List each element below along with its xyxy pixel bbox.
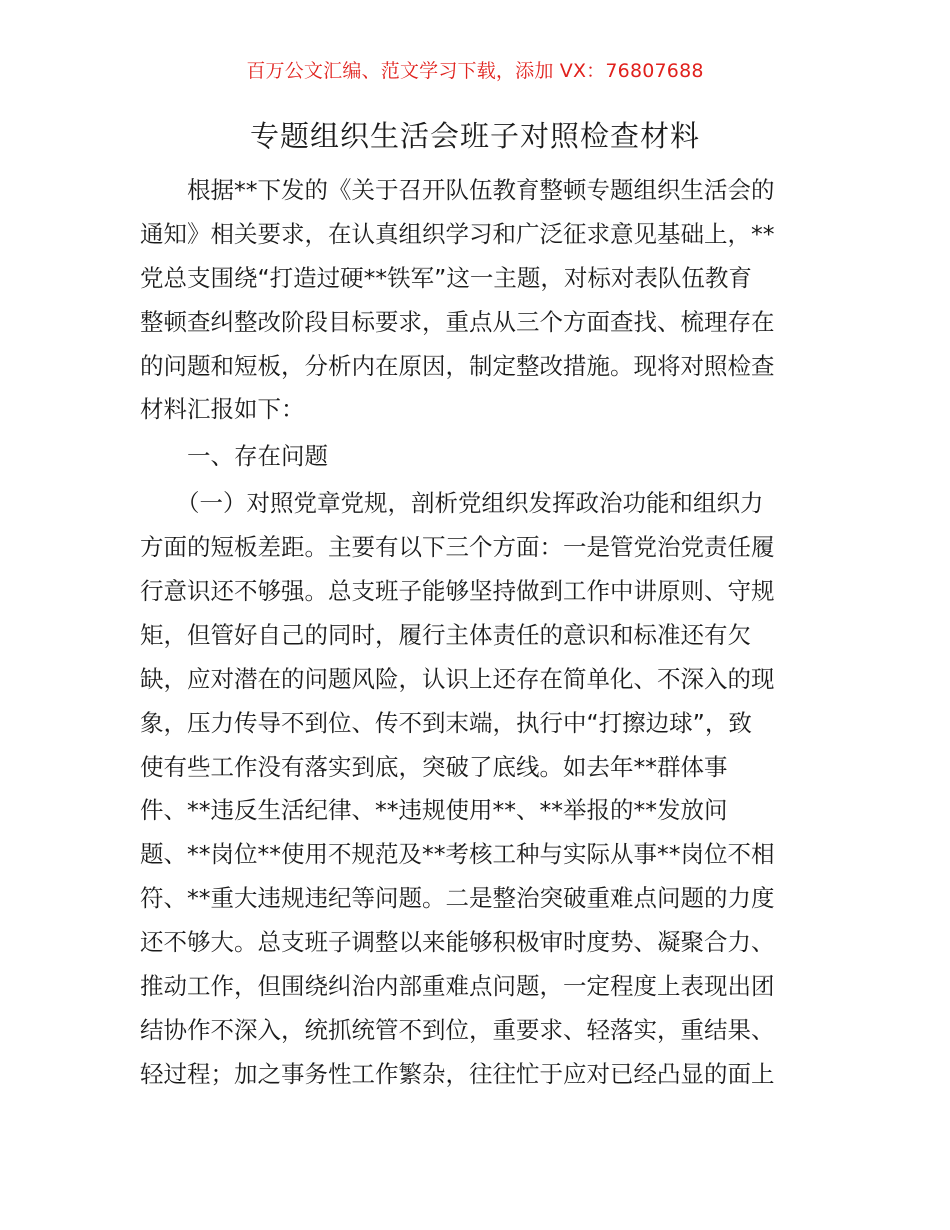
document-title: 专题组织生活会班子对照检查材料 bbox=[249, 119, 700, 153]
body-line: 题、**岗位**使用不规范及**考核工种与实际从事**岗位不相 bbox=[140, 840, 775, 869]
body-line: 轻过程；加之事务性工作繁杂，往往忙于应对已经凸显的面上 bbox=[140, 1059, 775, 1088]
body-line: 矩，但管好自己的同时，履行主体责任的意识和标准还有欠 bbox=[140, 620, 751, 649]
body-line: 推动工作，但围绕纠治内部重难点问题，一定程度上表现出团 bbox=[140, 972, 775, 1001]
subsection-heading: （一）对照党章党规，剖析党组织发挥政治功能和组织力 bbox=[176, 489, 764, 518]
body-line: 方面的短板差距。主要有以下三个方面：一是管党治党责任履 bbox=[140, 533, 775, 562]
body-line: 整顿查纠整改阶段目标要求，重点从三个方面查找、梳理存在 bbox=[140, 307, 775, 336]
body-line: 通知》相关要求，在认真组织学习和广泛征求意见基础上，** bbox=[140, 219, 775, 248]
body-line: 的问题和短板，分析内在原因，制定整改措施。现将对照检查 bbox=[140, 351, 775, 380]
body-line: 使有些工作没有落实到底，突破了底线。如去年**群体事 bbox=[140, 752, 728, 781]
section-heading: 一、存在问题 bbox=[187, 442, 328, 471]
document-body bbox=[140, 169, 820, 1097]
body-line: 材料汇报如下： bbox=[140, 395, 305, 424]
body-line: 件、**违反生活纪律、**违规使用**、**举报的**发放问 bbox=[140, 796, 728, 825]
body-line: 结协作不深入，统抓统管不到位，重要求、轻落实，重结果、 bbox=[140, 1015, 775, 1044]
body-line: 象，压力传导不到位、传不到末端，执行中“打擦边球”，致 bbox=[140, 708, 752, 737]
body-line: 党总支围绕“打造过硬**铁军”这一主题，对标对表队伍教育 bbox=[140, 263, 752, 292]
header-banner: 百万公文汇编、范文学习下载，添加 VX：76807688 bbox=[246, 60, 704, 82]
body-line: 根据**下发的《关于召开队伍教育整顿专题组织生活会的 bbox=[187, 176, 775, 204]
body-line: 还不够大。总支班子调整以来能够积极审时度势、凝聚合力、 bbox=[140, 928, 775, 957]
body-line: 行意识还不够强。总支班子能够坚持做到工作中讲原则、守规 bbox=[140, 577, 775, 606]
body-line: 缺，应对潜在的问题风险，认识上还存在简单化、不深入的现 bbox=[140, 664, 775, 693]
body-line: 符、**重大违规违纪等问题。二是整治突破重难点问题的力度 bbox=[140, 884, 775, 913]
